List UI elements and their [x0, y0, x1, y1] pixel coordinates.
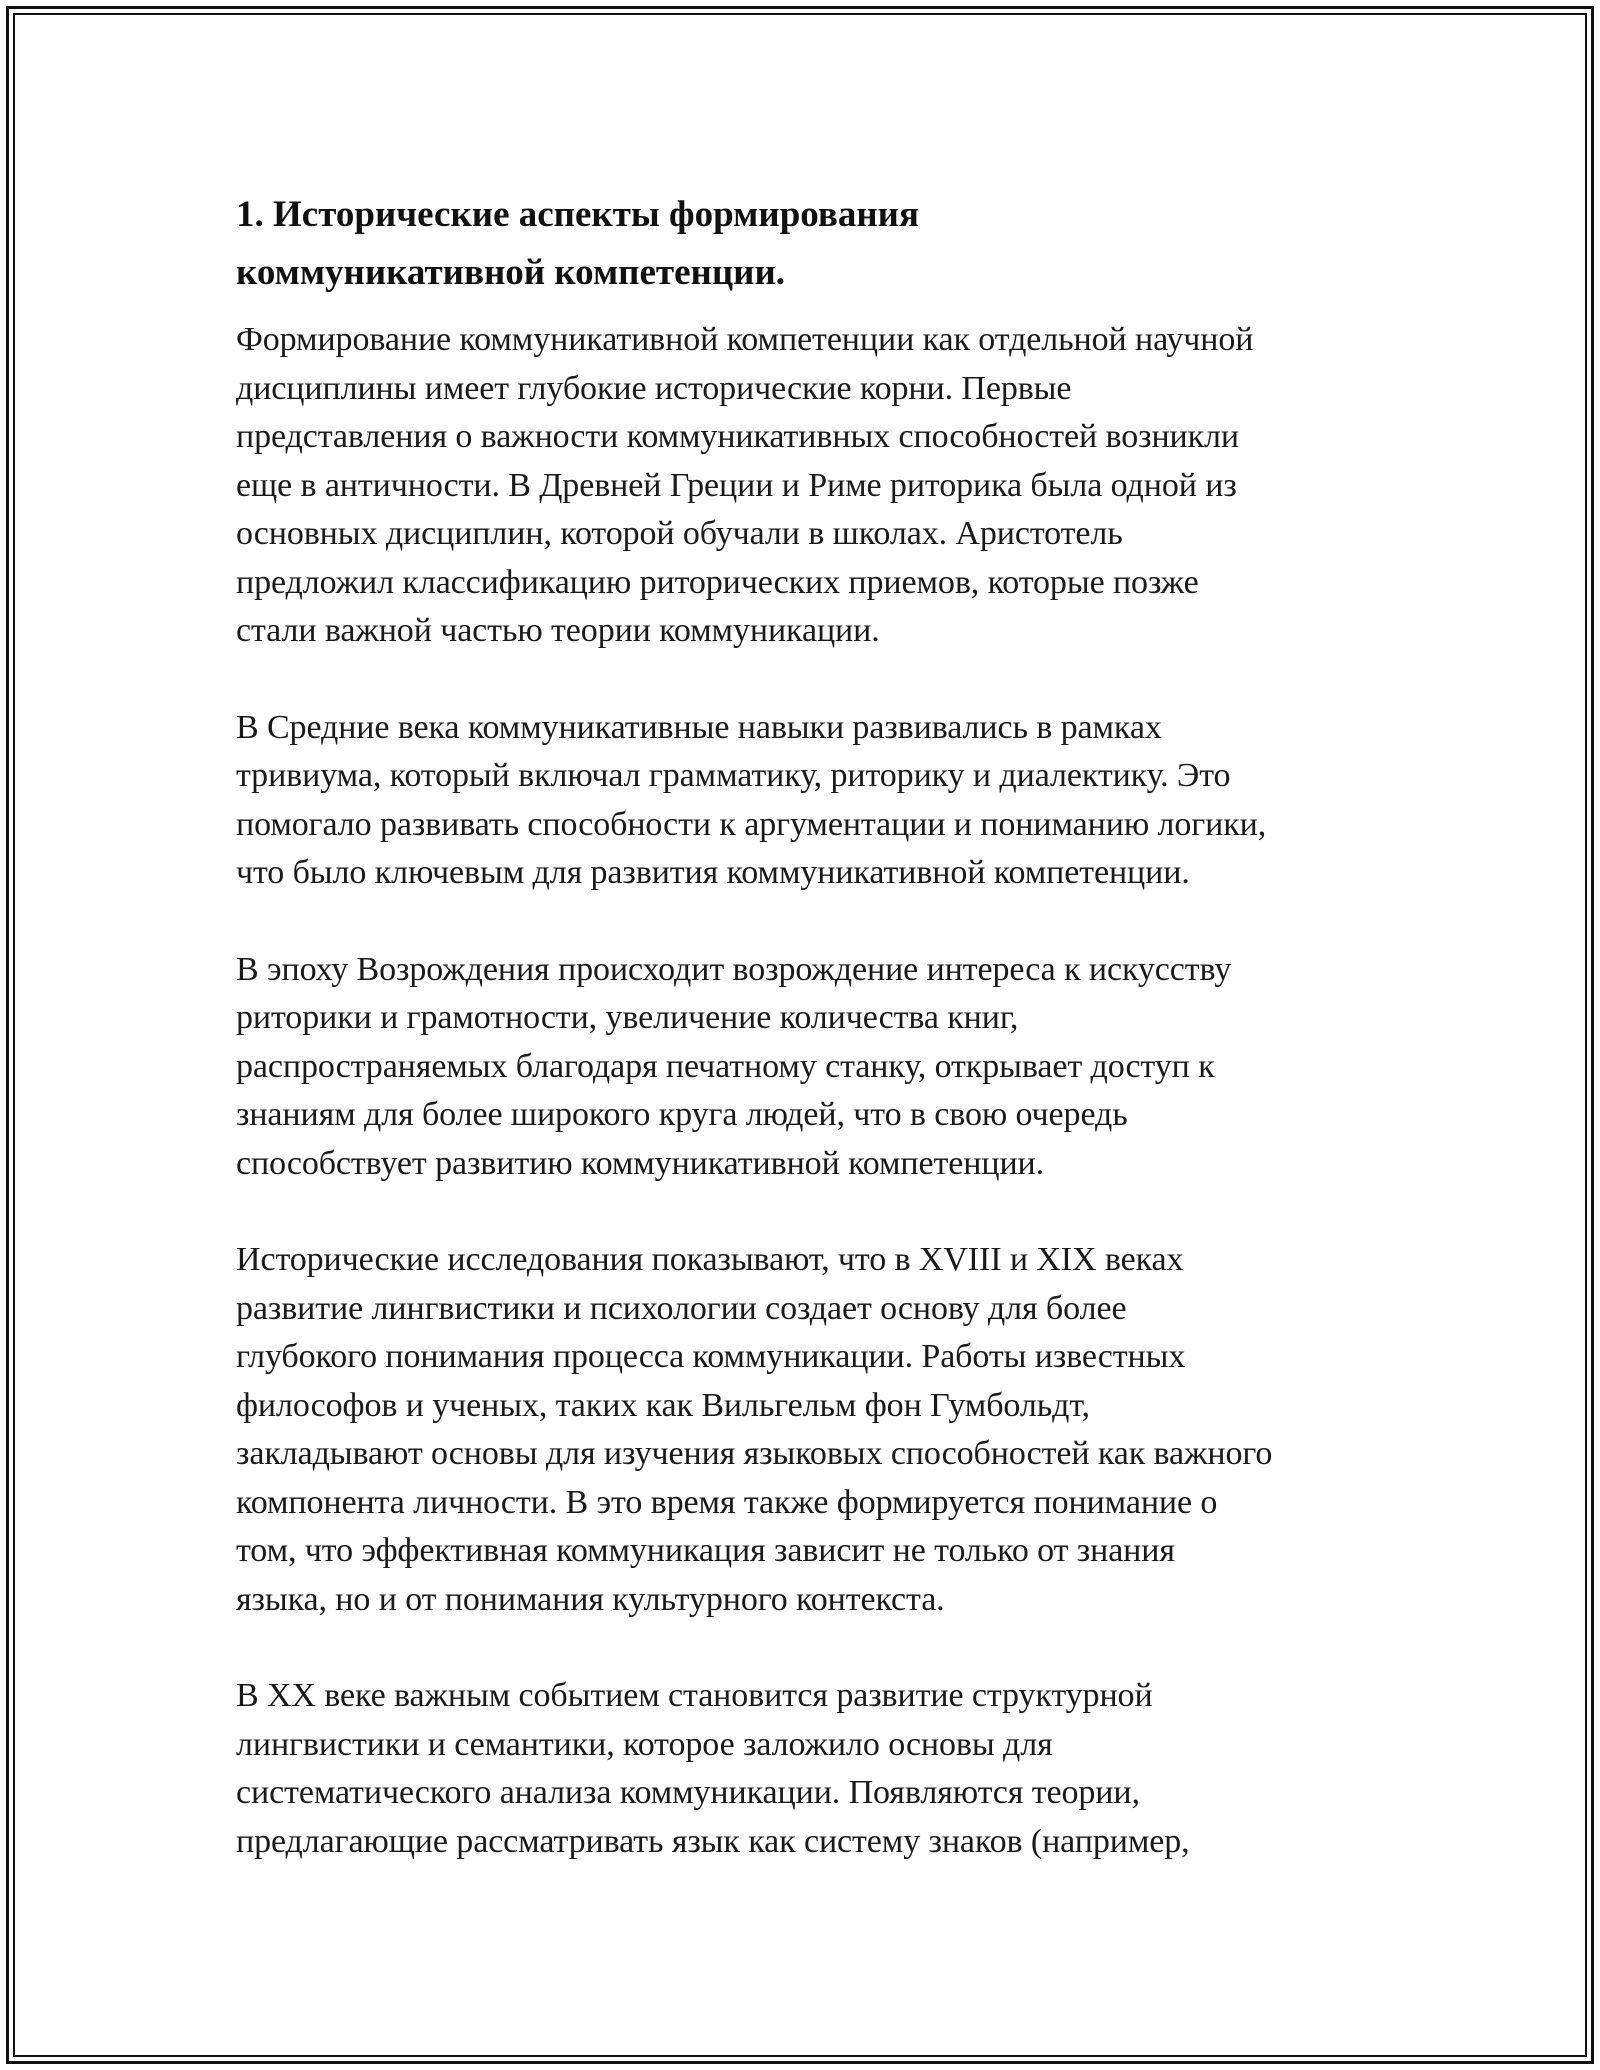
document-body [236, 186, 1376, 1914]
paragraph-antiquity: Формирование коммуникативной компетенции как отдельной научной дисциплины имеет глубокие исторические корни. Первые представления о важности коммуникативных способностей возникли еще в античности. В Древней Греции и Риме риторика была одной из основных дисциплин, которой обучали в школах. Аристотель предложил классификацию риторических приемов, которые позже стали важной частью теории коммуникации. [236, 321, 1254, 649]
section-title-line-2: коммуникативной компетенции. [236, 252, 786, 293]
paragraph-18-19-centuries: Исторические исследования показывают, что в XVIII и XIX веках развитие лингвистики и психологии создает основу для более глубокого понимания процесса коммуникации. Работы известных философов и ученых, таких как Вильгельм фон Гумбольдт, закладывают основы для изучения языковых способностей как важного компонента личности. В это время также формируется понимание о том, что эффективная коммуникация зависит не только от знания языка, но и от понимания культурного контекста. [236, 1241, 1273, 1618]
paragraph-middle-ages: В Средние века коммуникативные навыки развивались в рамках тривиума, который включал грамматику, риторику и диалектику. Это помогало развивать способности к аргументации и пониманию логики, что было ключевым для развития коммуникативной компетенции. [236, 708, 1267, 891]
paragraph-renaissance: В эпоху Возрождения происходит возрождение интереса к искусству риторики и грамотности, увеличение количества книг, распространяемых благодаря печатному станку, открывает доступ к знаниям для более широкого круга людей, что в свою очередь способствует развитию коммуникативной компетенции. [236, 950, 1232, 1182]
section-title [236, 186, 1376, 302]
section-title-line-1: 1. Исторические аспекты формирования [236, 194, 919, 235]
paragraph-20-century: В XX веке важным событием становится развитие структурной лингвистики и семантики, которое заложило основы для систематического анализа коммуникации. Появляются теории, предлагающие рассматривать язык как систему знаков (например, [236, 1677, 1190, 1860]
